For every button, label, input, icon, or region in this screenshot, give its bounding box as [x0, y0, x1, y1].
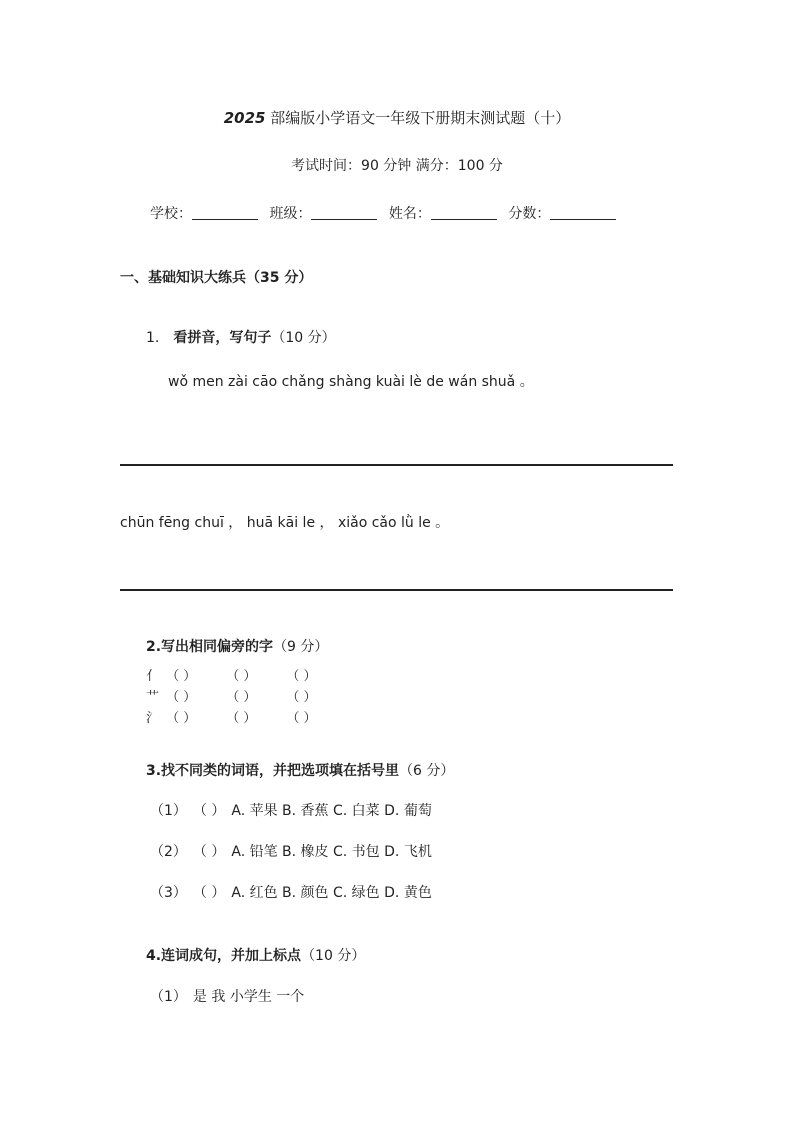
- pinyin-sentence-2: chūn fēng chuī ， huā kāi le ， xiǎo cǎo lǜ le 。: [120, 515, 450, 531]
- q2-score: （9 分）: [273, 639, 329, 655]
- score-label: 分数：: [508, 206, 551, 222]
- school-field[interactable]: [150, 206, 258, 222]
- school-label: 学校：: [150, 206, 192, 222]
- item-options: A. 苹果 B. 香蕉 C. 白菜 D. 葡萄: [231, 803, 432, 819]
- name-field[interactable]: [389, 206, 497, 222]
- answer-blank[interactable]: （ ）: [226, 690, 257, 705]
- item-number: （1）: [150, 803, 187, 819]
- radical-row: [146, 686, 342, 705]
- score-field[interactable]: [508, 206, 616, 222]
- pinyin-sentence-1: wǒ men zài cāo chǎng shàng kuài lè de wán shuǎ 。: [168, 374, 534, 390]
- answer-line-1[interactable]: [120, 464, 673, 466]
- document-title: [0, 107, 794, 128]
- radical-ren: 亻: [146, 669, 160, 684]
- question-3-heading: [146, 760, 454, 780]
- question-2-heading: [146, 636, 328, 656]
- sentence-item: [150, 986, 304, 1006]
- item-number: （3）: [150, 885, 187, 901]
- answer-blank[interactable]: （ ）: [226, 711, 257, 726]
- exam-meta: 考试时间：90 分钟 满分：100 分: [291, 158, 503, 174]
- q3-score: （6 分）: [399, 763, 455, 779]
- name-blank[interactable]: [431, 205, 497, 220]
- answer-paren[interactable]: （ ）: [192, 803, 226, 819]
- choice-item: [150, 882, 432, 902]
- item-number: （1）: [150, 989, 187, 1005]
- answer-blank[interactable]: （ ）: [286, 690, 317, 705]
- class-field[interactable]: [269, 206, 377, 222]
- q1-title: 看拼音，写句子: [173, 330, 272, 346]
- answer-blank[interactable]: （ ）: [226, 669, 257, 684]
- q4-score: （10 分）: [301, 948, 366, 964]
- q1-number: 1.: [146, 330, 160, 346]
- choice-item: [150, 841, 432, 861]
- q2-title: 2.写出相同偏旁的字: [146, 639, 274, 655]
- radical-row: [146, 665, 342, 684]
- answer-blank[interactable]: （ ）: [286, 669, 317, 684]
- item-options: A. 红色 B. 颜色 C. 绿色 D. 黄色: [231, 885, 432, 901]
- answer-blank[interactable]: （ ）: [286, 711, 317, 726]
- score-blank[interactable]: [550, 205, 616, 220]
- q3-title: 3.找不同类的词语，并把选项填在括号里: [146, 763, 400, 779]
- question-4-heading: [146, 945, 365, 965]
- answer-paren[interactable]: （ ）: [192, 844, 226, 860]
- answer-blank[interactable]: （ ）: [166, 669, 197, 684]
- title-text: 部编版小学语文一年级下册期末测试题（十）: [270, 109, 571, 127]
- answer-blank[interactable]: （ ）: [166, 690, 197, 705]
- item-number: （2）: [150, 844, 187, 860]
- section-1-heading: 一、基础知识大练兵（35 分）: [120, 270, 313, 286]
- answer-paren[interactable]: （ ）: [192, 885, 226, 901]
- choice-item: [150, 800, 432, 820]
- radical-shui: 氵: [146, 711, 160, 726]
- radical-row: [146, 707, 342, 726]
- class-blank[interactable]: [311, 205, 377, 220]
- class-label: 班级：: [269, 206, 312, 222]
- student-info-fields: [150, 203, 623, 223]
- school-blank[interactable]: [192, 205, 258, 220]
- item-options: A. 铅笔 B. 橡皮 C. 书包 D. 飞机: [231, 844, 432, 860]
- title-year: 2025: [223, 109, 266, 127]
- question-1-heading: [146, 327, 336, 347]
- q4-title: 4.连词成句，并加上标点: [146, 948, 302, 964]
- q1-score: （10 分）: [271, 330, 336, 346]
- answer-line-2[interactable]: [120, 589, 673, 591]
- answer-blank[interactable]: （ ）: [166, 711, 197, 726]
- name-label: 姓名：: [388, 206, 431, 222]
- radical-cao: 艹: [146, 690, 160, 705]
- item-words: 是 我 小学生 一个: [192, 989, 305, 1005]
